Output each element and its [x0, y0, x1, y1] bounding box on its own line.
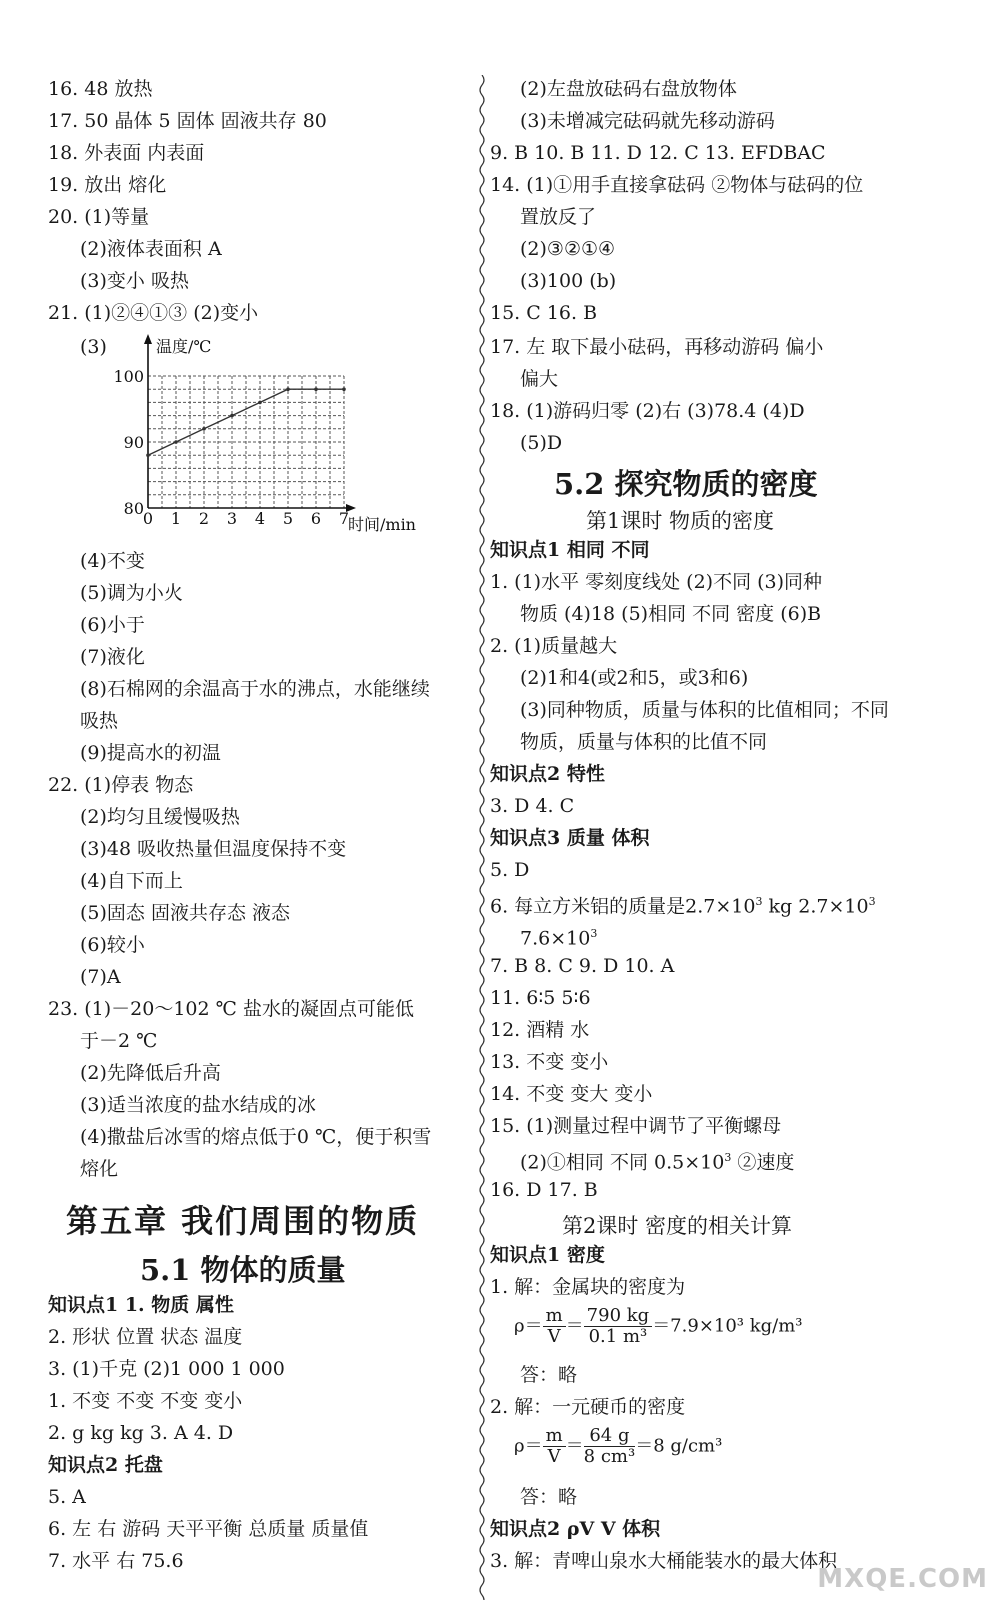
answer-line: 21. (1)②④①③ (2)变小: [48, 302, 259, 324]
formula-lhs: ρ＝: [514, 1315, 543, 1337]
data-point: [174, 440, 178, 444]
formula-rhs: ＝7.9×10³ kg/m³: [652, 1315, 803, 1337]
answer-line: 置放反了: [520, 206, 597, 228]
line-text: kg 2.7×10: [762, 895, 869, 918]
answer-line: (7)A: [80, 966, 121, 988]
answer-line: 3. (1)千克 (2)1 000 1 000: [48, 1358, 285, 1380]
y-tick-label: 90: [123, 433, 144, 452]
answer-line: 偏大: [520, 368, 559, 390]
answer-line: 22. (1)停表 物态: [48, 774, 194, 796]
answer-line: 知识点2 托盘: [48, 1454, 163, 1476]
x-tick-label: 2: [198, 509, 210, 528]
x-tick-label: 6: [310, 509, 322, 528]
fraction: [584, 1306, 653, 1347]
answer-line: 3. 解：青啤山泉水大桶能装水的最大体积: [490, 1550, 838, 1572]
answer-line: 17. 左 取下最小砝码，再移动游码 偏小: [490, 336, 824, 358]
answer-line: (5)固态 固液共存态 液态: [80, 902, 290, 924]
answer-line: 知识点1 密度: [490, 1244, 605, 1266]
x-tick-label: 7: [338, 509, 350, 528]
answer-line: (2)液体表面积 A: [80, 238, 222, 260]
data-point: [258, 401, 262, 405]
answer-line: 2. g kg kg 3. A 4. D: [48, 1422, 234, 1444]
answer-line: 3. D 4. C: [490, 795, 575, 817]
exponent: 3: [590, 927, 598, 940]
answer-line: 15. C 16. B: [490, 302, 598, 324]
answer-line: 19. 放出 熔化: [48, 174, 167, 196]
answer-line: (9)提高水的初温: [80, 742, 221, 764]
x-axis-label: 时间/min: [348, 515, 416, 534]
numerator: 790 kg: [584, 1306, 653, 1327]
answer-line: 17. 50 晶体 5 固体 固液共存 80: [48, 110, 327, 132]
answer-line: 9. B 10. B 11. D 12. C 13. EFDBAC: [490, 142, 826, 164]
formula-lhs: ρ＝: [514, 1435, 543, 1457]
exponent: 3: [724, 1151, 732, 1164]
numerator: 64 g: [584, 1426, 636, 1447]
answer-line: 23. (1)－20～102 ℃ 盐水的凝固点可能低: [48, 998, 414, 1020]
answer-line: (6)较小: [80, 934, 145, 956]
answer-line: 16. 48 放热: [48, 78, 153, 100]
answer-line: 1. 解：金属块的密度为: [490, 1276, 686, 1298]
answer-line: (3)适当浓度的盐水结成的冰: [80, 1094, 316, 1116]
lesson-title: 第1课时 物质的密度: [586, 509, 775, 533]
fraction: [584, 1426, 636, 1467]
answer-line: (3): [80, 336, 107, 358]
density-formula-2: ρ＝ $\frac{m}{V}$ ＝ $\frac{64 g}{\text{8 cm³}}$ ＝8 g/cm³: [514, 1425, 723, 1467]
data-point: [230, 414, 234, 418]
answer-line: 7. 水平 右 75.6: [48, 1550, 184, 1572]
answer-line: 知识点1 1. 物质 属性: [48, 1294, 234, 1316]
answer-line: 1. 不变 不变 不变 变小: [48, 1390, 243, 1412]
answer-line: 12. 酒精 水: [490, 1019, 590, 1041]
answer-line: (2)1和4(或2和5，或3和6): [520, 667, 749, 689]
answer-line: 知识点2 ρV V 体积: [490, 1518, 661, 1540]
line-text: ②速度: [731, 1151, 795, 1174]
answer-line: 知识点2 特性: [490, 763, 605, 785]
x-tick-label: 5: [282, 509, 294, 528]
answer-line: 7. B 8. C 9. D 10. A: [490, 955, 675, 977]
numerator: m: [543, 1426, 566, 1447]
answer-line: 16. D 17. B: [490, 1179, 598, 1201]
data-point: [342, 387, 346, 391]
answer-line: [520, 1145, 794, 1175]
fraction: [543, 1306, 566, 1347]
data-point: [314, 387, 318, 391]
watermark: MXQE.COM: [817, 1564, 988, 1594]
answer-line: 13. 不变 变小: [490, 1051, 609, 1073]
answer-line: 知识点1 相同 不同: [490, 539, 650, 561]
answer-line: 2. 解：一元硬币的密度: [490, 1396, 686, 1418]
answer-line: (3)48 吸收热量但温度保持不变: [80, 838, 347, 860]
answer-line: 1. (1)水平 零刻度线处 (2)不同 (3)同种: [490, 571, 823, 593]
denominator: 8 cm³: [583, 1446, 636, 1467]
x-tick-label: 0: [142, 509, 154, 528]
answer-line: 物质 (4)18 (5)相同 不同 密度 (6)B: [520, 603, 822, 625]
density-formula-1: ρ＝ $\frac{m}{V}$ ＝ $\frac{790 kg}{\text{0.1 m³}}$ ＝7.9×10³ kg/m³: [514, 1305, 803, 1347]
answer-line: 吸热: [80, 710, 119, 732]
denominator: V: [547, 1446, 561, 1467]
y-axis-arrow: [144, 334, 152, 344]
answer-line: 11. 6∶5 5∶6: [490, 987, 591, 1009]
answer-line: (3)变小 吸热: [80, 270, 189, 292]
answer-line: (6)小于: [80, 614, 145, 636]
answer-line: (3)同种物质，质量与体积的比值相同；不同: [520, 699, 889, 721]
answer-line: 物质，质量与体积的比值不同: [520, 731, 768, 753]
data-point: [286, 387, 290, 391]
answer-line: (5)D: [520, 432, 563, 454]
answer-line: (3)100 (b): [520, 270, 617, 292]
answer-line: (4)撒盐后冰雪的熔点低于0 ℃，便于积雪: [80, 1126, 432, 1148]
formula-rhs: ＝8 g/cm³: [635, 1435, 723, 1457]
answer-line: 5. D: [490, 859, 530, 881]
answer-line: (7)液化: [80, 646, 145, 668]
exponent: 3: [868, 895, 876, 908]
y-axis-label: 温度/℃: [156, 337, 212, 356]
answer-line: 6. 左 右 游码 天平平衡 总质量 质量值: [48, 1518, 369, 1540]
answer-line: 知识点3 质量 体积: [490, 827, 650, 849]
x-tick-label: 1: [170, 509, 182, 528]
answer-line: (3)未增减完砝码就先移动游码: [520, 110, 775, 132]
answer-line: 14. 不变 变大 变小: [490, 1083, 653, 1105]
y-tick-label: 80: [123, 499, 144, 518]
answer-line: (2)先降低后升高: [80, 1062, 221, 1084]
chapter-title: 第五章 我们周围的物质: [66, 1202, 420, 1240]
answer-line: (4)自下而上: [80, 870, 183, 892]
y-tick-label: 100: [113, 367, 144, 386]
answer-line: 答：略: [520, 1486, 578, 1508]
section-title: 5.1 物体的质量: [140, 1253, 346, 1287]
answer-line: (2)③②①④: [520, 238, 616, 260]
numerator: m: [543, 1306, 566, 1327]
answer-line: 18. 外表面 内表面: [48, 142, 205, 164]
answer-line: 20. (1)等量: [48, 206, 150, 228]
answer-line: [520, 921, 597, 951]
answer-line: [490, 889, 876, 919]
answer-line: (2)左盘放砝码右盘放物体: [520, 78, 737, 100]
answer-line: 2. 形状 位置 状态 温度: [48, 1326, 243, 1348]
answer-line: (2)均匀且缓慢吸热: [80, 806, 240, 828]
answer-line: 5. A: [48, 1486, 86, 1508]
answer-line: (4)不变: [80, 550, 145, 572]
temperature-time-chart: [100, 332, 450, 550]
line-text: 7.6×10: [520, 927, 591, 950]
section-title: 5.2 探究物质的密度: [554, 467, 818, 501]
exponent: 3: [755, 895, 763, 908]
denominator: V: [547, 1326, 561, 1347]
answer-line: 2. (1)质量越大: [490, 635, 618, 657]
answer-line: 答：略: [520, 1364, 578, 1386]
answer-line: 15. (1)测量过程中调节了平衡螺母: [490, 1115, 782, 1137]
data-point: [146, 453, 150, 457]
denominator: 0.1 m³: [588, 1326, 648, 1347]
answer-line: 14. (1)①用手直接拿砝码 ②物体与砝码的位: [490, 174, 864, 196]
answer-line: (8)石棉网的余温高于水的沸点，水能继续: [80, 678, 430, 700]
data-point: [202, 427, 206, 431]
x-tick-label: 3: [226, 509, 238, 528]
answer-line: 于－2 ℃: [80, 1030, 158, 1052]
fraction: [543, 1426, 566, 1467]
column-divider: [478, 75, 486, 1600]
x-tick-label: 4: [254, 509, 266, 528]
answer-line: (5)调为小火: [80, 582, 183, 604]
answer-line: 18. (1)游码归零 (2)右 (3)78.4 (4)D: [490, 400, 805, 422]
lesson-title: 第2课时 密度的相关计算: [562, 1214, 793, 1238]
line-text: 6. 每立方米铝的质量是2.7×10: [490, 895, 756, 918]
answer-line: 熔化: [80, 1158, 119, 1180]
line-text: (2)①相同 不同 0.5×10: [520, 1151, 725, 1174]
